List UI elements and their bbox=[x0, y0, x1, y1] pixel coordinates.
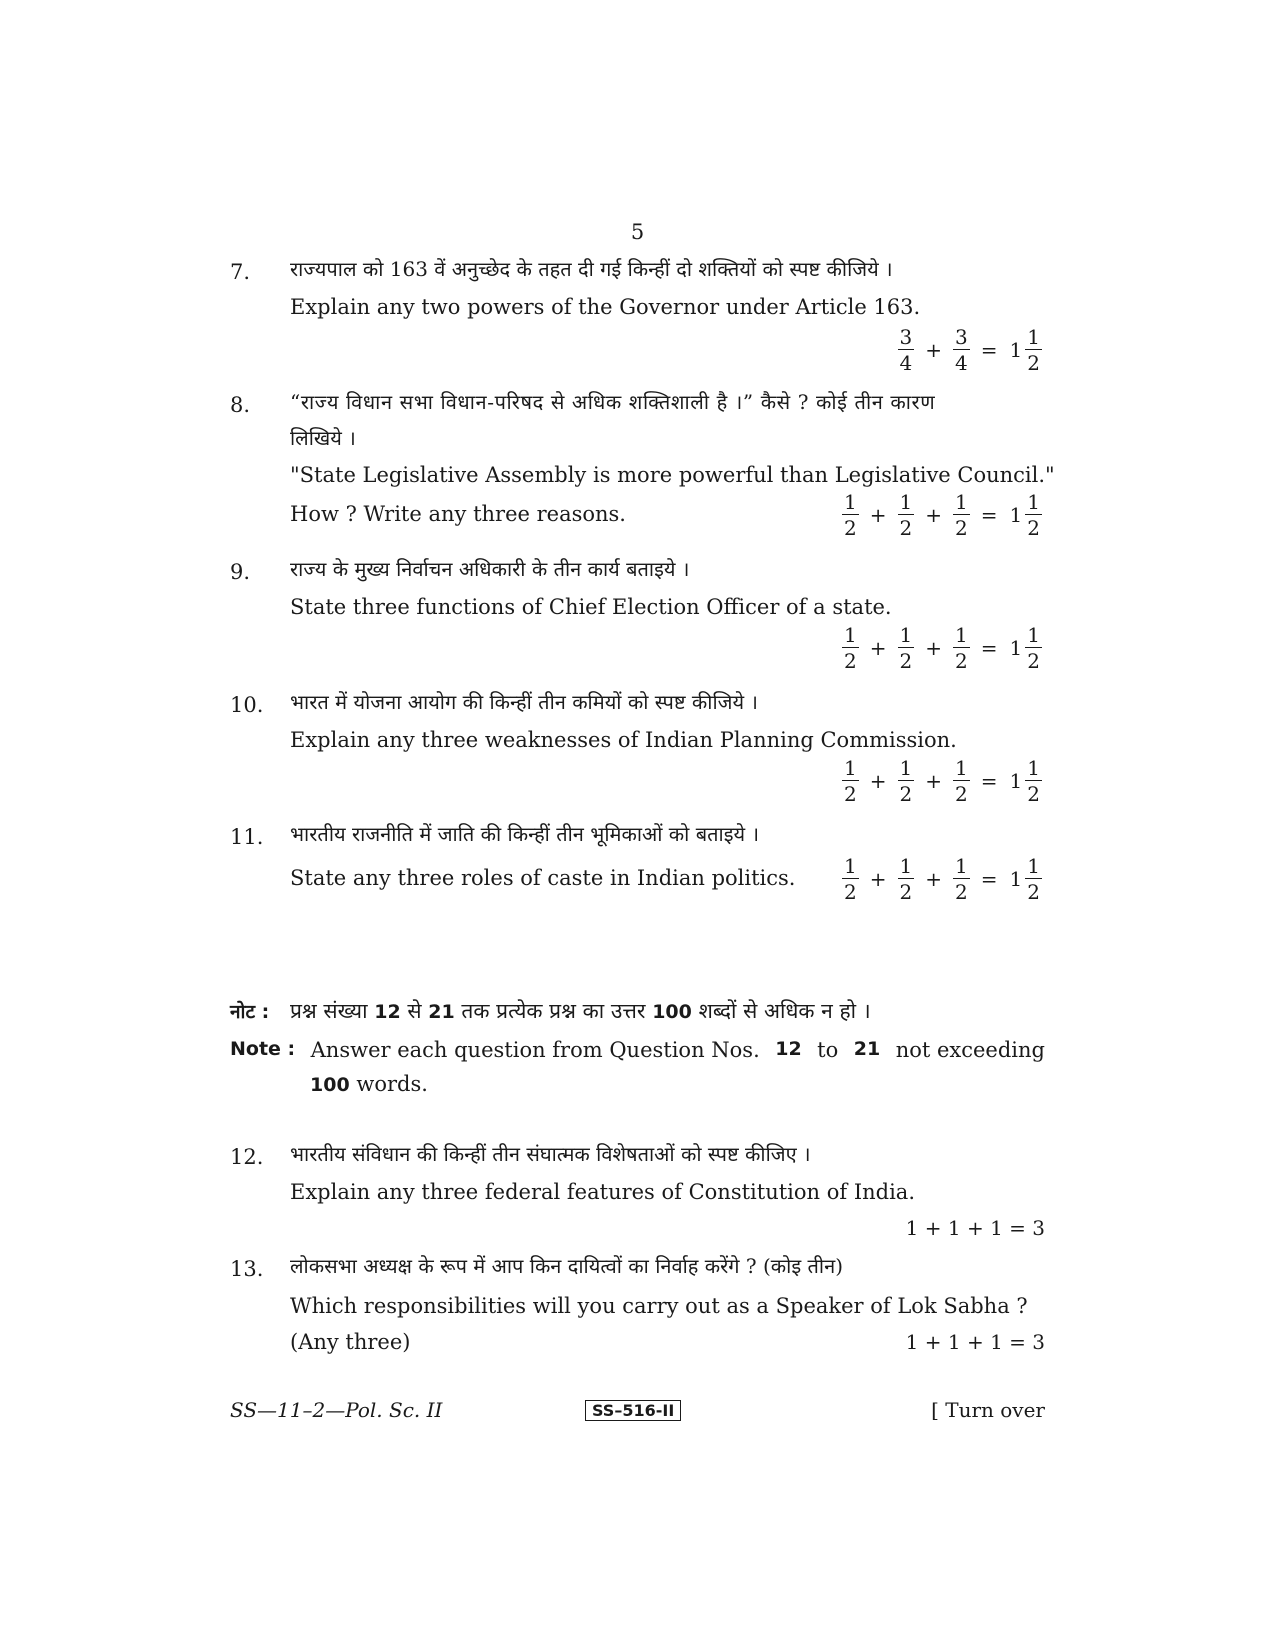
footer-turn-over: [ Turn over bbox=[931, 1398, 1045, 1422]
fraction: $\frac{3}{4}$ bbox=[899, 325, 913, 375]
footer-paper-id: SS—11–2—Pol. Sc. II bbox=[230, 1398, 443, 1422]
question-english: State three functions of Chief Election Officer of a state. bbox=[290, 595, 892, 619]
note-english: Note : Answer each question from Question Nos. 12 to 21 not exceeding bbox=[230, 1038, 1045, 1062]
marks: 1 + 1 + 1 = 3 bbox=[905, 1216, 1045, 1240]
question-hindi: भारतीय राजनीति में जाति की किन्हीं तीन भूमिकाओं को बताइये । bbox=[290, 822, 760, 846]
marks: $\frac{1}{2}$ + $\frac{1}{2}$ + $\frac{1}{2}$ = 1 $\frac{1}{2}$ bbox=[844, 854, 1040, 904]
question-number: 8. bbox=[230, 393, 251, 417]
question-english: How ? Write any three reasons. bbox=[290, 502, 626, 526]
question-hindi: भारतीय संविधान की किन्हीं तीन संघात्मक विशेषताओं को स्पष्ट कीजिए । bbox=[290, 1142, 811, 1166]
question-hindi: लिखिये । bbox=[290, 426, 356, 450]
page-number: 5 bbox=[630, 220, 645, 244]
marks: $\frac{1}{2}$ + $\frac{1}{2}$ + $\frac{1}{2}$ = 1 $\frac{1}{2}$ bbox=[844, 490, 1040, 540]
question-number: 12. bbox=[230, 1145, 264, 1169]
fraction: $\frac{1}{2}$ bbox=[1027, 325, 1040, 375]
marks: $\frac{3}{4}$ + $\frac{3}{4}$ = 1 $\frac{1}{2}$ bbox=[899, 325, 1040, 375]
note-english-cont: 100 words. bbox=[310, 1072, 428, 1096]
question-hindi: “राज्य विधान सभा विधान-परिषद से अधिक शक्तिशाली है ।” कैसे ? कोई तीन कारण bbox=[290, 390, 936, 414]
question-english: Which responsibilities will you carry out as a Speaker of Lok Sabha ? bbox=[290, 1294, 1028, 1318]
question-english: (Any three) bbox=[290, 1330, 411, 1354]
question-number: 13. bbox=[230, 1257, 264, 1281]
marks: $\frac{1}{2}$ + $\frac{1}{2}$ + $\frac{1}{2}$ = 1 $\frac{1}{2}$ bbox=[844, 756, 1040, 806]
question-hindi: राज्यपाल को 163 वें अनुच्छेद के तहत दी गई किन्हीं दो शक्तियों को स्पष्ट कीजिये । bbox=[290, 257, 893, 281]
question-english: Explain any three weaknesses of Indian Planning Commission. bbox=[290, 728, 957, 752]
question-hindi: लोकसभा अध्यक्ष के रूप में आप किन दायित्वों का निर्वाह करेंगे ? (कोइ तीन) bbox=[290, 1254, 843, 1278]
question-number: 9. bbox=[230, 560, 251, 584]
note-label: नोट : bbox=[230, 1001, 270, 1023]
question-english: "State Legislative Assembly is more powerful than Legislative Council." bbox=[290, 463, 1055, 487]
footer-code-box: SS–516-II bbox=[585, 1400, 681, 1421]
question-english: State any three roles of caste in Indian politics. bbox=[290, 866, 796, 890]
note-label: Note : bbox=[230, 1038, 296, 1060]
marks: 1 + 1 + 1 = 3 bbox=[905, 1330, 1045, 1354]
question-number: 11. bbox=[230, 825, 264, 849]
question-hindi: राज्य के मुख्य निर्वाचन अधिकारी के तीन कार्य बताइये । bbox=[290, 557, 690, 581]
note-hindi: नोट : प्रश्न संख्या 12 से 21 तक प्रत्येक प्रश्न का उत्तर 100 शब्दों से अधिक न हो । bbox=[230, 999, 871, 1023]
marks: $\frac{1}{2}$ + $\frac{1}{2}$ + $\frac{1}{2}$ = 1 $\frac{1}{2}$ bbox=[844, 623, 1040, 673]
question-number: 7. bbox=[230, 260, 251, 284]
question-english: Explain any two powers of the Governor under Article 163. bbox=[290, 295, 921, 319]
fraction: $\frac{3}{4}$ bbox=[955, 325, 968, 375]
question-number: 10. bbox=[230, 693, 264, 717]
question-english: Explain any three federal features of Constitution of India. bbox=[290, 1180, 915, 1204]
question-hindi: भारत में योजना आयोग की किन्हीं तीन कमियों को स्पष्ट कीजिये । bbox=[290, 690, 759, 714]
